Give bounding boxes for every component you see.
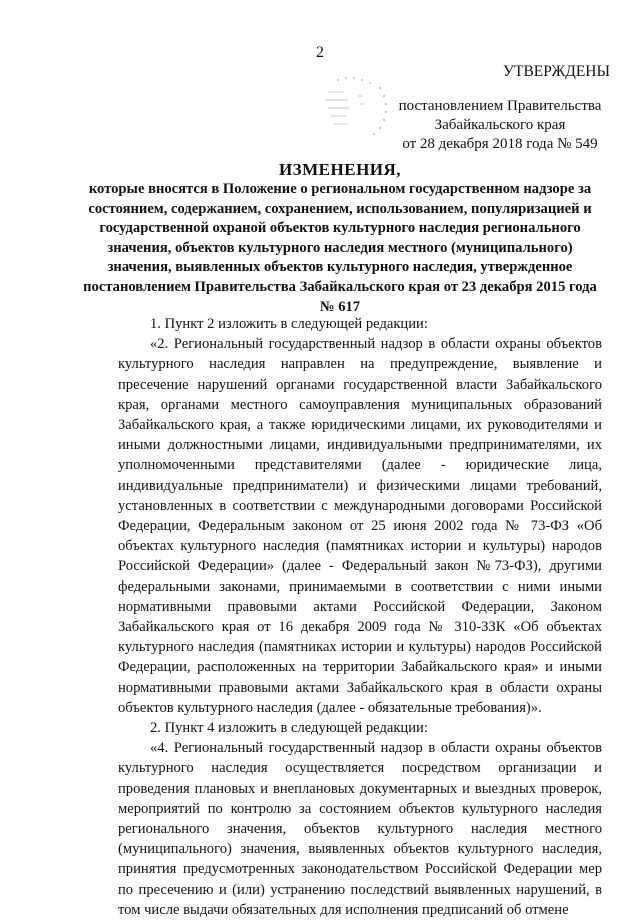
approved-heading: УТВЕРЖДЕНЫ xyxy=(503,63,610,80)
document-title-block xyxy=(80,160,600,317)
paragraph-clause-4: «4. Региональный государственный надзор в области охраны объектов культурного наследия осуществляется посредством организации и проведения плановых и внеплановых документарных и выездных проверок, мероприятий по контролю за состоянием объектов культурного наследия регионального значения, объектов культурного наследия местного (муниципального) значения, выявленных объектов культурного наследия, принятия предусмотренных законодательством Российской Федерации мер по пресечению и (или) устранению последствий выявленных нарушений, в том числе выдачи обязательных для исполнения предписаний об отмене xyxy=(118,740,602,918)
page-number: 2 xyxy=(316,44,324,61)
document-title: ИЗМЕНЕНИЯ, xyxy=(278,160,402,179)
paragraph-item-1: 1. Пункт 2 изложить в следующей редакции: xyxy=(150,316,428,332)
approval-block xyxy=(380,62,620,154)
approval-line-3: от 28 декабря 2018 года № 549 xyxy=(402,136,598,152)
document-body xyxy=(118,314,602,920)
approval-line-2: Забайкальского края xyxy=(434,117,566,133)
approval-line-1: постановлением Правительства xyxy=(398,98,602,114)
document-subtitle: которые вносятся в Положение о региональном государственном надзоре за состоянием, содержанием, сохранением, использованием, популяризацией и государственной охраной объектов культурного наследия регионального значения, объектов культурного наследия местного (муниципального) значения, выявленных объектов культурного наследия, утвержденное постановлением Правительства Забайкальского края от 23 декабря 2015 года № 617 xyxy=(83,181,597,315)
paragraph-clause-2: «2. Региональный государственный надзор в области охраны объектов культурного наследия направлен на предупреждение, выявление и пресечение нарушений органами государственной власти Забайкальского края, органами местного самоуправления муниципальных образований Забайкальского края, а также юридическими лицами, их руководителями и иными должностными лицами, индивидуальными предпринимателями, их уполномоченными представителями (далее - юридические лица, индивидуальные предприниматели) и физическими лицами требований, установленных в соответствии с международными договорами Российской Федерации, Федеральным законом от 25 июня 2002 года № 73-ФЗ «Об объектах культурного наследия (памятниках истории и культуры) народов Российской Федерации» (далее - Федеральный закон №73-ФЗ), другими федеральными законами, принимаемыми в соответствии с ними иными нормативными правовыми актами Российской Федерации, Законом Забайкальского края от 16 декабря 2009 года № 310-ЗЗК «Об объектах культурного наследия (памятниках истории и культуры) народов Российской Федерации, расположенных на территории Забайкальского края» и иными нормативными правовыми актами Забайкальского края в области охраны объектов культурного наследия (далее - обязательные требования)». xyxy=(118,336,602,716)
paragraph-item-2: 2. Пункт 4 изложить в следующей редакции: xyxy=(150,720,428,737)
